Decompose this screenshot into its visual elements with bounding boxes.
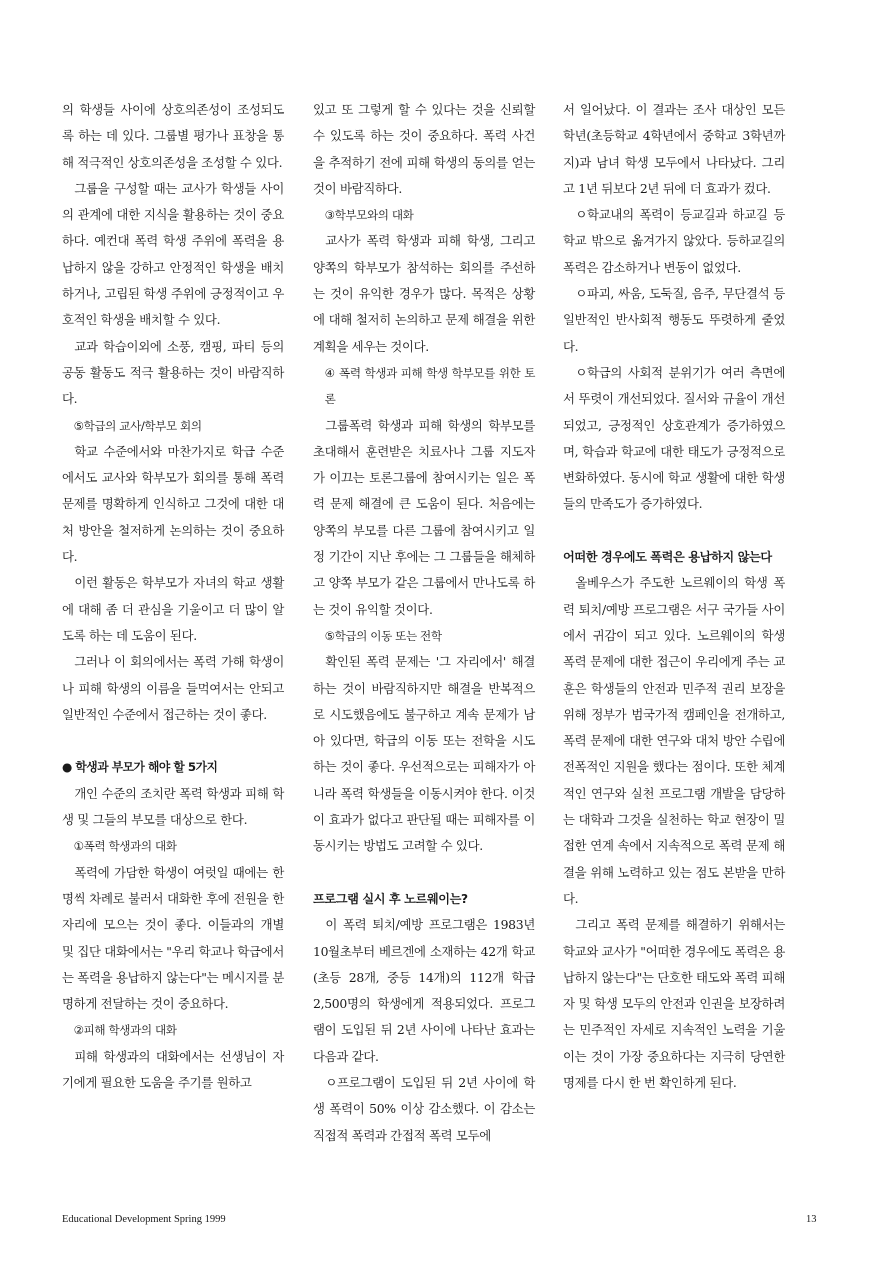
paragraph: 그리고 폭력 문제를 해결하기 위해서는 학교와 교사가 "어떠한 경우에도 폭력은 용납하지 않는다"는 단호한 태도와 폭력 피해자 및 학생 모두의 안전과 인권을 보장하려는 민주적인 자세로 지속적인 노력을 기울이는 것이 가장 중요하다는 지극히 당연한 명제를 다시 한 번 확인하게 된다. bbox=[563, 917, 785, 1090]
paragraph: ㅇ파괴, 싸움, 도둑질, 음주, 무단결석 등 일반적인 반사회적 행동도 뚜렷하게 줄었다. bbox=[563, 286, 785, 354]
paragraph: 교사가 폭력 학생과 피해 학생, 그리고 양쪽의 학부모가 참석하는 회의를 주선하는 것이 유익한 경우가 많다. 목적은 상황에 대해 철저히 논의하고 문제 해결을 위한 계획을 세우는 것이다. bbox=[313, 233, 535, 354]
subheading: ③학부모와의 대화 bbox=[324, 208, 414, 223]
paragraph: 의 학생들 사이에 상호의존성이 조성되도록 하는 데 있다. 그룹별 평가나 표창을 통해 적극적인 상호의존성을 조성할 수 있다. bbox=[62, 102, 284, 170]
column-3 bbox=[563, 97, 785, 1096]
paragraph: 교과 학습이외에 소풍, 캠핑, 파티 등의 공동 활동도 적극 활용하는 것이 바람직하다. bbox=[62, 338, 284, 407]
paragraph: 있고 또 그렇게 할 수 있다는 것을 신뢰할 수 있도록 하는 것이 중요하다. 폭력 사건을 추적하기 전에 피해 학생의 동의를 얻는 것이 바람직하다. bbox=[313, 102, 535, 196]
subheading: ⑤학급의 이동 또는 전학 bbox=[324, 628, 442, 643]
section-heading: 프로그램 실시 후 노르웨이는? bbox=[313, 891, 468, 906]
page-number: 13 bbox=[806, 1214, 817, 1225]
paragraph: 그룹폭력 학생과 피해 학생의 학부모를 초대해서 훈련받은 치료사나 그룹 지도자가 이끄는 토론그룹에 참여시키는 일은 폭력 문제 해결에 큰 도움이 된다. 처음에는 양쪽의 부모를 다른 그룹에 참여시키고 일정 기간이 지난 후에는 그 그룹들을 해체하고 양쪽 부모가 같은 그룹에서 만나도록 하는 것이 유익할 것이다. bbox=[313, 417, 535, 617]
paragraph: ㅇ프로그램이 도입된 뒤 2년 사이에 학생 폭력이 50% 이상 감소했다. 이 감소는 직접적 폭력과 간접적 폭력 모두에 bbox=[313, 1074, 535, 1143]
paragraph: 그러나 이 회의에서는 폭력 가해 학생이나 피해 학생의 이름을 들먹여서는 안되고 일반적인 수준에서 접근하는 것이 좋다. bbox=[62, 654, 284, 722]
subheading: ②피해 학생과의 대화 bbox=[73, 1023, 177, 1038]
subheading: ④ 폭력 학생과 피해 학생 학부모를 위한 토론 bbox=[324, 365, 535, 407]
spacer bbox=[313, 860, 535, 886]
subheading: ⑤학급의 교사/학부모 회의 bbox=[73, 418, 202, 433]
paragraph: ㅇ학교내의 폭력이 등교길과 하교길 등 학교 밖으로 옮겨가지 않았다. 등하교길의 폭력은 감소하거나 변동이 없었다. bbox=[563, 207, 785, 275]
journal-footer: Educational Development Spring 1999 bbox=[62, 1214, 226, 1225]
paragraph: 개인 수준의 조치란 폭력 학생과 피해 학생 및 그들의 부모를 대상으로 한다. bbox=[62, 785, 284, 828]
subheading: ①폭력 학생과의 대화 bbox=[73, 839, 177, 854]
paragraph: 폭력에 가담한 학생이 여럿일 때에는 한 명씩 차례로 불러서 대화한 후에 전원을 한 자리에 모으는 것이 좋다. 이들과의 개별 및 집단 대화에서는 "우리 학교나 학급에서는 폭력을 용납하지 않는다"는 메시지를 분명하게 전달하는 것이 중요하다. bbox=[62, 864, 284, 1012]
spacer bbox=[563, 518, 785, 544]
section-bullet-heading: ● 학생과 부모가 해야 할 5가지 bbox=[62, 760, 218, 775]
column-1 bbox=[62, 97, 284, 1096]
paragraph: 학교 수준에서와 마찬가지로 학급 수준에서도 교사와 학부모가 회의를 통해 폭력 문제를 명확하게 인식하고 그것에 대한 대처 방안을 철저하게 논의하는 것이 중요하다. bbox=[62, 443, 284, 565]
paragraph: 확인된 폭력 문제는 '그 자리에서' 해결하는 것이 바람직하지만 해결을 반복적으로 시도했음에도 불구하고 계속 문제가 남아 있다면, 학급의 이동 또는 전학을 시도하는 것이 좋다. 우선적으로는 피해자가 아니라 폭력 학생들을 이동시켜야 한다. 이것이 효과가 없다고 판단될 때는 피해자를 이동시키는 방법도 고려할 수 있다. bbox=[313, 654, 535, 854]
paragraph: ㅇ학급의 사회적 분위기가 여러 측면에서 뚜렷이 개선되었다. 질서와 규율이 개선되었고, 긍정적인 상호관계가 증가하였으며, 학습과 학교에 대한 태도가 긍정적으로 변화하였다. 동시에 학교 생활에 대한 학생들의 만족도가 증가하였다. bbox=[563, 364, 785, 512]
column-2 bbox=[313, 97, 535, 1149]
paragraph: 피해 학생과의 대화에서는 선생님이 자기에게 필요한 도움을 주기를 원하고 bbox=[62, 1048, 284, 1090]
paragraph: 그룹을 구성할 때는 교사가 학생들 사이의 관계에 대한 지식을 활용하는 것이 중요하다. 예컨대 폭력 학생 주위에 폭력을 용납하지 않을 강하고 안정적인 학생을 배치하거나, 고립된 학생 주위에 긍정적이고 우호적인 학생을 배치할 수 있다. bbox=[62, 180, 284, 328]
paragraph: 서 일어났다. 이 결과는 조사 대상인 모든 학년(초등학교 4학년에서 중학교 3학년까지)과 남녀 학생 모두에서 나타났다. 그리고 1년 뒤보다 2년 뒤에 더 효과가 컸다. bbox=[563, 102, 785, 196]
spacer bbox=[62, 728, 284, 754]
paragraph: 이 폭력 퇴치/예방 프로그램은 1983년 10월초부터 베르겐에 소재하는 42개 학교(초등 28개, 중등 14개)의 112개 학급 2,500명의 학생에게 적용되었다. 프로그램이 도입된 뒤 2년 사이에 나타난 효과는 다음과 같다. bbox=[313, 917, 535, 1064]
paragraph: 올베우스가 주도한 노르웨이의 학생 폭력 퇴치/예방 프로그램은 서구 국가들 사이에서 귀감이 되고 있다. 노르웨이의 학생 폭력 문제에 대한 접근이 우리에게 주는 교훈은 학생들의 안전과 민주적 권리 보장을 위해 정부가 범국가적 캠페인을 전개하고, 폭력 문제에 대한 연구와 대처 방안 수립에 전폭적인 지원을 했다는 점이다. 또한 체계적인 연구와 실천 프로그램 개발을 담당하는 대학과 그것을 실천하는 학교 현장이 밀접한 연계 속에서 지속적으로 폭력 문제 해결을 위해 노력하고 있는 점도 본받을 만하다. bbox=[563, 575, 785, 906]
paragraph: 이런 활동은 학부모가 자녀의 학교 생활에 대해 좀 더 관심을 기울이고 더 많이 알도록 하는 데 도움이 된다. bbox=[62, 575, 284, 643]
section-heading: 어떠한 경우에도 폭력은 용납하지 않는다 bbox=[563, 550, 772, 565]
